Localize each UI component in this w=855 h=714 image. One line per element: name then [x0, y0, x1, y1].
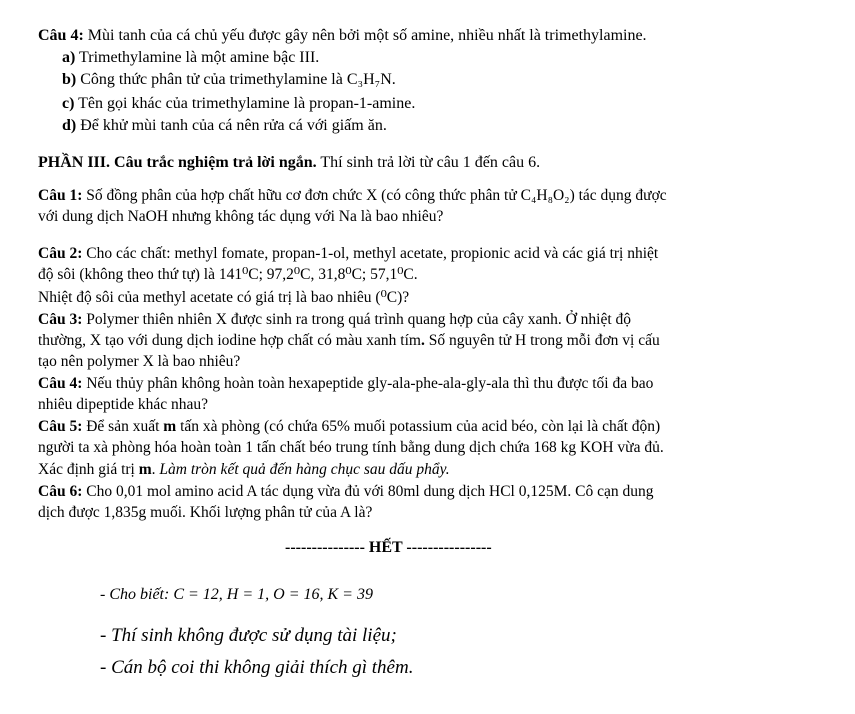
part2-q4-line [38, 26, 647, 46]
question-text: thường, X tạo với dung dịch iodine hợp chất có màu xanh tím [38, 332, 421, 349]
statement-text: Trimethylamine là một amine bậc III. [75, 49, 320, 66]
question-label: Câu 1: [38, 187, 83, 204]
statement-label: d) [62, 117, 77, 134]
question-label: Câu 3: [38, 311, 83, 328]
statement-text: Công thức phân tử của trimethylamine là C₃H₇N. [76, 71, 396, 88]
question-text: tấn xà phòng (có chứa 65% muối potassium của acid béo, còn lại là chất độn) [176, 418, 661, 435]
part3-heading [38, 153, 540, 173]
period: . [151, 461, 160, 478]
question-text: Mùi tanh của cá chủ yếu được gây nên bởi một số amine, nhiều nhất là trimethylamine. [83, 27, 647, 44]
question-text: Xác định giá trị [38, 461, 139, 478]
q2-line-3: Nhiệt độ sôi của methyl acetate có giá trị là bao nhiêu (⁰C)? [38, 289, 410, 306]
note-no-documents: - Thí sinh không được sử dụng tài liệu; [100, 625, 397, 646]
rounding-note: Làm tròn kết quả đến hàng chục sau dấu phẩy. [159, 461, 450, 478]
question-text: Nếu thủy phân không hoàn toàn hexapeptide gly-ala-phe-ala-gly-ala thì thu được tối đa bao [82, 375, 654, 392]
q3-line-2 [38, 331, 660, 351]
question-label: Câu 5: [38, 418, 83, 435]
statement-label: c) [62, 95, 75, 112]
statement-c [62, 94, 415, 114]
end-marker: --------------- HẾT ---------------- [285, 539, 492, 556]
note-no-explanation: - Cán bộ coi thi không giải thích gì thêm. [100, 657, 414, 678]
question-text: Để sản xuất [82, 418, 164, 435]
q1-line-2: với dung dịch NaOH nhưng không tác dụng với Na là bao nhiêu? [38, 208, 444, 225]
variable-m: m [163, 418, 177, 435]
variable-m: m [138, 461, 152, 478]
section-title: PHẦN III. Câu trắc nghiệm trả lời ngắn. [38, 154, 317, 171]
statement-text: Tên gọi khác của trimethylamine là propan-1-amine. [74, 95, 416, 112]
q6-line-1 [38, 482, 653, 502]
q3-line-3: tạo nên polymer X là bao nhiêu? [38, 353, 241, 370]
statement-b [62, 70, 396, 90]
question-text: Số nguyên tử H trong mỗi đơn vị cấu [424, 332, 660, 349]
q2-line-1 [38, 244, 658, 264]
statement-d [62, 116, 387, 136]
statement-label: b) [62, 71, 77, 88]
question-label: Câu 4: [38, 375, 83, 392]
question-label: Câu 4: [38, 27, 84, 44]
bold-period: . [420, 332, 425, 349]
question-text: Polymer thiên nhiên X được sinh ra trong quá trình quang hợp của cây xanh. Ở nhiệt độ [82, 311, 632, 328]
q6-line-2: dịch được 1,835g muối. Khối lượng phân tử của A là? [38, 504, 373, 521]
q5-line-2: người ta xà phòng hóa hoàn toàn 1 tấn chất béo trung tính bằng dung dịch chứa 168 kg KOH vừa đủ. [38, 439, 664, 456]
question-label: Câu 6: [38, 483, 83, 500]
question-label: Câu 2: [38, 245, 83, 262]
q4-line-2: nhiêu dipeptide khác nhau? [38, 396, 209, 413]
statement-label: a) [62, 49, 76, 66]
question-text: Cho 0,01 mol amino acid A tác dụng vừa đủ với 80ml dung dịch HCl 0,125M. Cô cạn dung [82, 483, 654, 500]
section-instruction: Thí sinh trả lời từ câu 1 đến câu 6. [316, 154, 541, 171]
q4-line-1 [38, 374, 653, 394]
question-text: Cho các chất: methyl fomate, propan-1-ol, methyl acetate, propionic acid và các giá trị nhiệt [82, 245, 659, 262]
question-text: Số đồng phân của hợp chất hữu cơ đơn chức X (có công thức phân tử C₄H₈O₂) tác dụng được [82, 187, 667, 204]
q5-line-1 [38, 417, 660, 437]
statement-a [62, 48, 319, 68]
note-given-masses: - Cho biết: C = 12, H = 1, O = 16, K = 39 [100, 586, 373, 603]
q1-line-1 [38, 186, 667, 206]
q5-line-3 [38, 460, 450, 480]
q2-line-2: độ sôi (không theo thứ tự) là 141⁰C; 97,2⁰C, 31,8⁰C; 57,1⁰C. [38, 266, 418, 283]
q3-line-1 [38, 310, 631, 330]
statement-text: Để khử mùi tanh của cá nên rửa cá với giấm ăn. [76, 117, 387, 134]
